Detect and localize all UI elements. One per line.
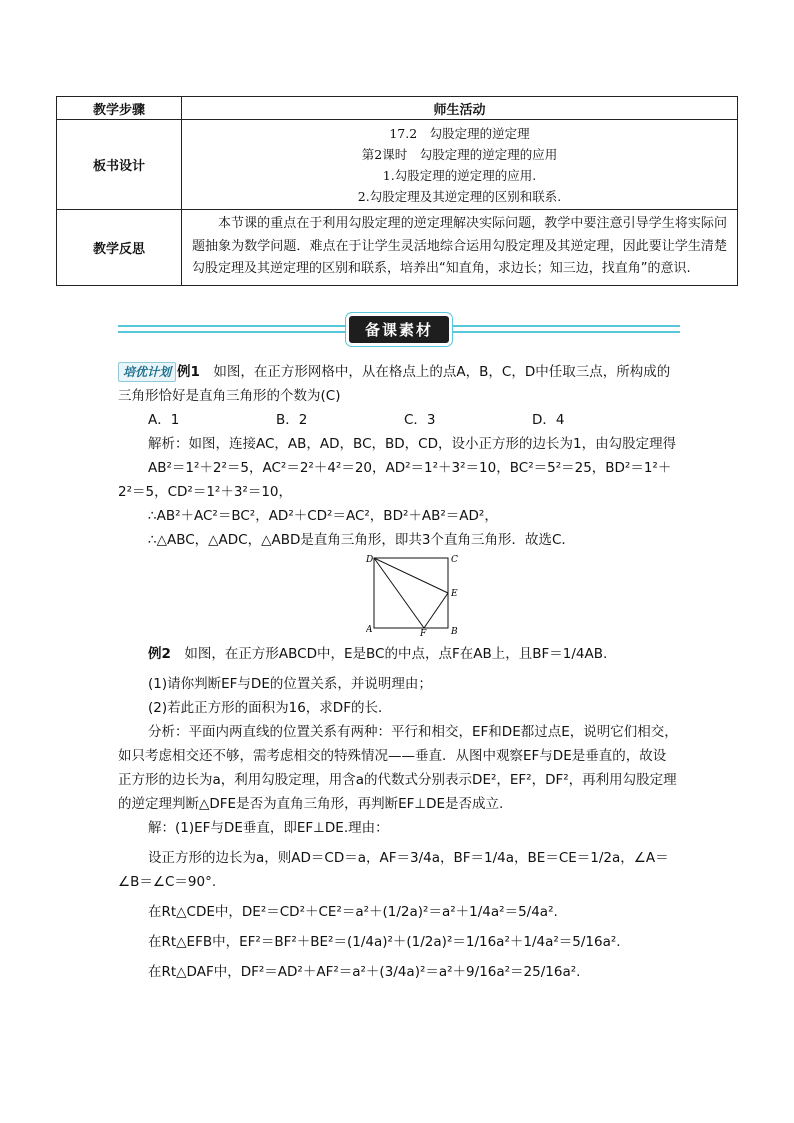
example1-label: 例1 [177,364,200,380]
example2-question2: (2)若此正方形的面积为16，求DF的长． [148,700,392,716]
example2-label: 例2 [148,646,171,662]
example1-choices [118,408,678,432]
label-c: C [451,555,458,565]
segment-de [374,558,448,593]
table-row-reflection [57,210,738,286]
example2-text: 如图，在正方形ABCD中，E是BC的中点，点F在AB上，且BF＝1/4AB. [184,646,608,662]
board-line: 17.2 勾股定理的逆定理 [389,126,530,141]
example2-question1: (1)请你判断EF与DE的位置关系，并说明理由； [148,676,432,692]
label-f: F [420,629,427,636]
example1-analysis: ∴AB²＋AC²＝BC²，AD²＋CD²＝AC²，BD²＋AB²＝AD²， [148,508,498,524]
banner-title: 备课素材 [349,316,449,343]
tag-badge: 培优计划 [118,362,176,382]
choice-d: D．4 [532,412,565,428]
label-e: E [451,589,458,599]
segment-df [374,558,424,628]
header-activity: 师生活动 [182,97,738,120]
example2-solution-line: 在Rt△EFB中，EF²＝BF²＋BE²＝(1/4a)²＋(1/2a)²＝1/16a²＋1/4a²＝5/16a². [148,934,621,950]
square-figure [366,554,461,636]
board-design-content [182,120,738,210]
example2-solution-head: 解：(1)EF与DE垂直，即EF⊥DE.理由： [148,820,389,836]
example2-solution-line: 在Rt△DAF中，DF²＝AD²＋AF²＝a²＋(3/4a)²＝a²＋9/16a²＝25/16a². [148,964,581,980]
choice-c: C．3 [404,412,436,428]
board-line: 1.勾股定理的逆定理的应用. [382,168,537,183]
board-line: 第2课时 勾股定理的逆定理的应用 [361,147,558,162]
example1-text: 如图，在正方形网格中，从在格点上的点A，B，C，D中任取三点，所构成的三角形恰好是直角三角形的个数为(C) [118,364,671,404]
example1-stem [118,360,678,408]
example2-analysis: 分析：平面内两直线的位置关系有两种：平行和相交，EF和DE都过点E，说明它们相交，如只考虑相交还不够，需考虑相交的特殊情况——垂直．从图中观察EF与DE是垂直的，故设正方形的边长为a，利用勾股定理，用含a的代数式分别表示DE²，EF²，DF²，再利用勾股定理的逆定理判断△DFE是否为直角三角形，再判断EF⊥DE是否成立. [118,724,678,812]
square-outline [374,558,448,628]
row-label-reflection: 教学反思 [57,210,182,286]
table-row-board-design [57,120,738,210]
example2-solution-line: 在Rt△CDE中，DE²＝CD²＋CE²＝a²＋(1/2a)²＝a²＋1/4a²＝5/4a². [148,904,558,920]
table-header-row [57,97,738,120]
example1-analysis: ∴△ABC，△ADC，△ABD是直角三角形，即共3个直角三角形．故选C. [148,532,566,548]
board-line: 2.勾股定理及其逆定理的区别和联系. [357,189,562,204]
choice-a: A．1 [148,412,180,428]
label-a: A [366,625,373,635]
segment-fe [424,593,448,628]
lesson-plan-table [56,96,738,286]
example2-solution-line: 设正方形的边长为a，则AD＝CD＝a，AF＝3/4a，BF＝1/4a，BE＝CE＝1/2a，∠A＝∠B＝∠C＝90°. [118,850,669,890]
header-teaching-step: 教学步骤 [57,97,182,120]
row-label-board: 板书设计 [57,120,182,210]
label-b: B [451,627,458,636]
section-banner [118,316,680,342]
choice-b: B．2 [276,412,308,428]
materials-content [118,360,678,984]
reflection-text: 本节课的重点在于利用勾股定理的逆定理解决实际问题，教学中要注意引导学生将实际问题抽象为数学问题．难点在于让学生灵活地综合运用勾股定理及其逆定理，因此要让学生清楚勾股定理及其逆定理的区别和联系，培养出“知直角，求边长；知三边，找直角”的意识. [182,210,738,286]
example1-analysis: 解析：如图，连接AC，AB，AD，BC，BD，CD，设小正方形的边长为1，由勾股定理得 [148,436,677,452]
example1-analysis: AB²＝1²＋2²＝5，AC²＝2²＋4²＝20，AD²＝1²＋3²＝10，BC²＝5²＝25，BD²＝1²＋2²＝5，CD²＝1²＋3²＝10， [118,460,672,500]
example2-stem [118,642,678,666]
label-d: D [366,555,374,565]
